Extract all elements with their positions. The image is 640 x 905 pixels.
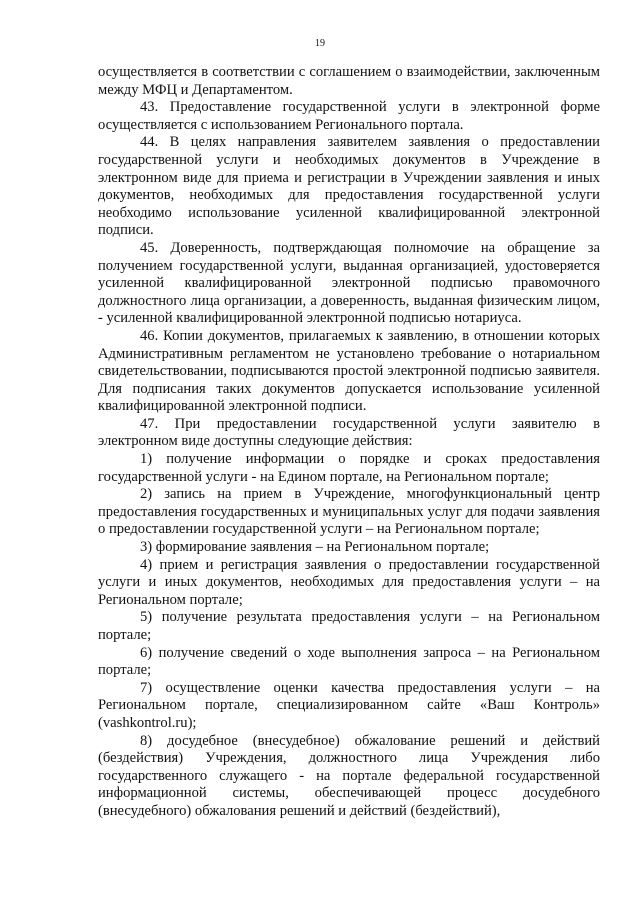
paragraph-45: 45. Доверенность, подтверждающая полномочие на обращение за получением государственной услуги, выданная организацией, удостоверяется усиленной квалифицированной электронной подписью правомочного должностного лица организации, а доверенность, выданная физическим лицом, - усиленной квалифицированной электронной подписью нотариуса. [98,239,600,327]
list-item-5: 5) получение результата предоставления услуги – на Региональном портале; [98,609,600,643]
list-item-6: 6) получение сведений о ходе выполнения запроса – на Региональном портале; [98,644,600,679]
paragraph-44: 44. В целях направления заявителем заявления о предоставлении государственной услуги и необходимых документов в Учреждение в электронном виде для приема и регистрации в Учреждении заявления и иных документов, необходимых для предоставления государственной услуги необходимо использование усиленной квалифицированной электронной подписи. [98,134,600,239]
paragraph-continuation: осуществляется в соответствии с соглашением о взаимодействии, заключенным между МФЦ и Департаментом. [98,64,600,98]
list-item-1: 1) получение информации о порядке и сроках предоставления государственной услуги - на Едином портале, на Региональном портале; [98,451,600,485]
list-item-7: 7) осуществление оценки качества предоставления услуги – на Региональном портале, специализированном сайте «Ваш Контроль» (vashkontrol.ru); [98,679,600,731]
paragraph-47: 47. При предоставлении государственной услуги заявителю в электронном виде доступны следующие действия: [98,415,600,450]
page-number: 19 [315,38,325,49]
list-item-4: 4) прием и регистрация заявления о предоставлении государственной услуги и иных документов, необходимых для предоставления услуги – на Региональном портале; [98,556,600,608]
document-body [98,64,600,821]
list-item-2: 2) запись на прием в Учреждение, многофункциональный центр предоставления государственных и муниципальных услуг для подачи заявления о предоставлении государственной услуги – на Региональном портале; [98,486,600,538]
list-item-3: 3) формирование заявления – на Региональном портале; [140,539,490,556]
paragraph-43: 43. Предоставление государственной услуги в электронной форме осуществляется с использованием Регионального портала. [98,99,600,133]
list-item-8: 8) досудебное (внесудебное) обжалование решений и действий (бездействия) Учреждения, должностного лица Учреждения либо государственного служащего - на портале федеральной государственной информационной системы, обеспечивающей процесс досудебного (внесудебного) обжалования решений и действий (бездействий), [98,732,600,819]
paragraph-46: 46. Копии документов, прилагаемых к заявлению, в отношении которых Административным регламентом не установлено требование о нотариальном свидетельствовании, подписываются простой электронной подписью заявителя. Для подписания таких документов допускается использование усиленной квалифицированной электронной подписи. [98,327,600,415]
